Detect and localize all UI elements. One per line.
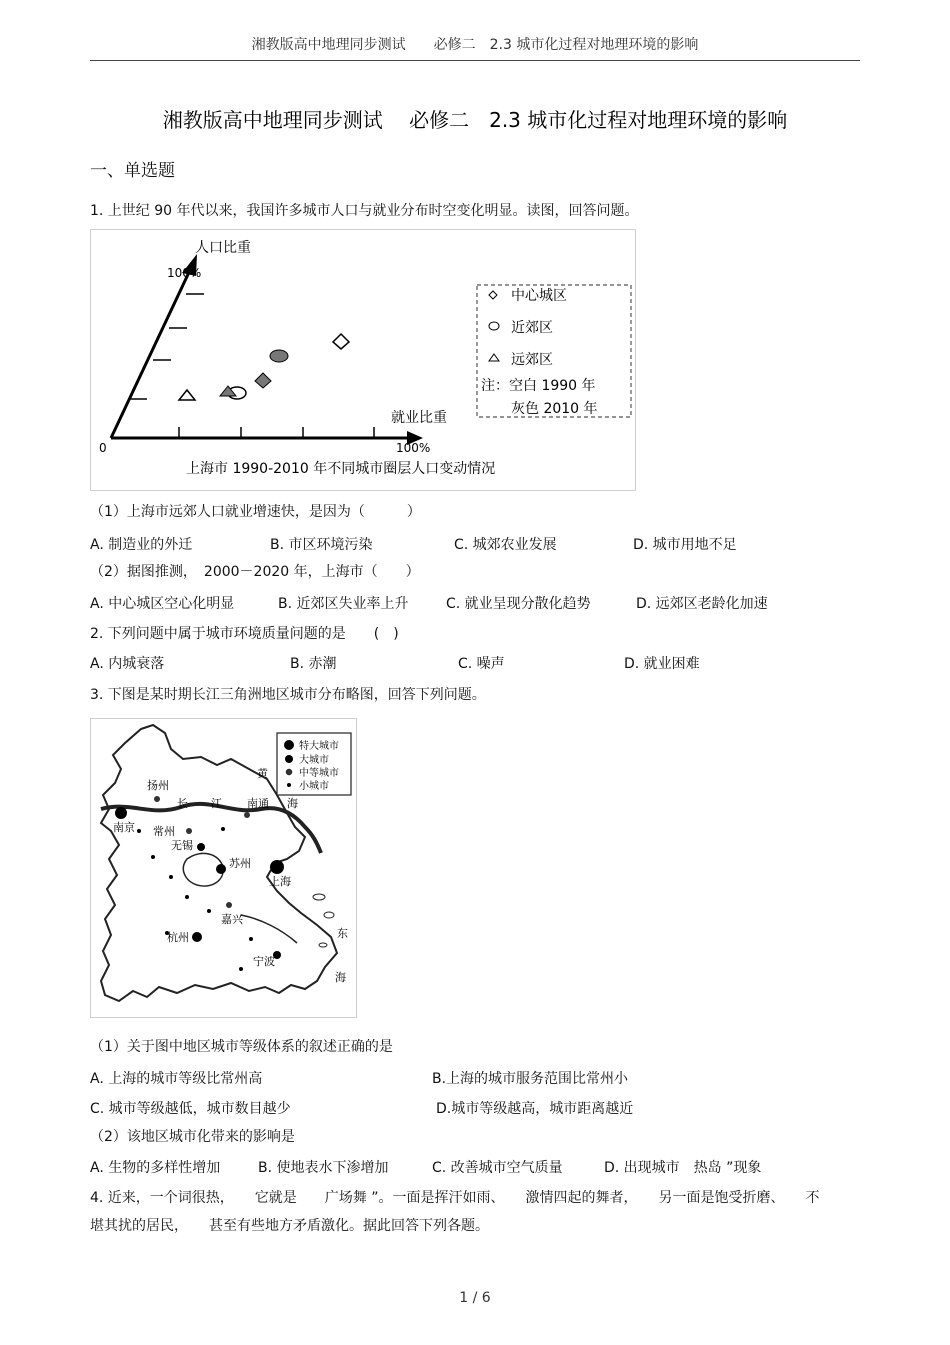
- legend-large-city: 大城市: [299, 755, 329, 766]
- label-jiaxing: 嘉兴: [221, 913, 243, 926]
- small-city-dot: [207, 909, 211, 913]
- medium-city-symbol: [286, 769, 292, 775]
- label-wuxi: 无锡: [171, 839, 193, 852]
- yangtze-delta-map: [91, 719, 356, 1017]
- label-nantong: 南通: [247, 797, 269, 810]
- question-3-stem: 3. 下图是某时期长江三角洲地区城市分布略图，回答下列问题。: [90, 687, 486, 703]
- q3-sub2-option-b: B. 使地表水下渗增加: [258, 1160, 389, 1176]
- wuxi-dot: [197, 843, 205, 851]
- legend-medium-city: 中等城市: [299, 768, 339, 779]
- q2-option-a: A. 内城衰落: [90, 656, 165, 672]
- x-axis-label: 就业比重: [391, 410, 447, 426]
- small-city-dot: [151, 855, 155, 859]
- legend-megacity: 特大城市: [299, 741, 339, 752]
- nanjing-dot: [115, 807, 127, 819]
- y-axis: [111, 268, 191, 438]
- q1-sub1-stem: （1）上海市远郊人口就业增速快，是因为（ ）: [90, 504, 421, 520]
- question-4-line-1: 4. 近来，一个词很热， 它就是 广场舞 ”。一面是挥汗如雨、 激情四起的舞者， 另一面是饱受折磨、 不: [90, 1190, 820, 1206]
- population-chart-figure: [90, 229, 636, 491]
- x-max-label: 100%: [396, 441, 431, 455]
- small-city-dot: [249, 937, 253, 941]
- label-hangzhou: 杭州: [167, 931, 189, 944]
- document-title: 湘教版高中地理同步测试 必修二 2.3 城市化过程对地理环境的影响: [162, 108, 788, 132]
- small-city-dot: [137, 829, 141, 833]
- label-changzhou: 常州: [153, 825, 175, 838]
- q3-sub2-stem: （2）该地区城市化带来的影响是: [90, 1129, 295, 1145]
- label-hai-1: 海: [287, 797, 298, 810]
- q1-sub2-option-c: C. 就业呈现分散化趋势: [446, 596, 591, 612]
- large-city-symbol: [285, 755, 293, 763]
- small-city-symbol: [287, 783, 291, 787]
- legend-note-2010: 灰色 2010 年: [511, 401, 598, 417]
- label-nanjing: 南京: [113, 821, 135, 834]
- label-ningbo: 宁波: [253, 955, 275, 968]
- legend-small-city: 小城市: [299, 781, 329, 792]
- page-header: 湘教版高中地理同步测试 必修二 2.3 城市化过程对地理环境的影响: [251, 37, 699, 53]
- near-2010-marker: [270, 350, 288, 362]
- q1-sub2-stem: （2）据图推测， 2000－2020 年，上海市（ ）: [90, 564, 420, 580]
- label-hai-2: 海: [335, 971, 346, 984]
- header-divider: [90, 60, 860, 61]
- megacity-symbol: [284, 740, 294, 750]
- label-jiang: 江: [211, 797, 222, 810]
- q1-sub1-option-a: A. 制造业的外迁: [90, 537, 193, 553]
- q3-sub1-option-c: C. 城市等级越低，城市数目越少: [90, 1101, 291, 1117]
- question-4-line-2: 堪其扰的居民， 甚至有些地方矛盾激化。据此回答下列各题。: [90, 1218, 489, 1234]
- q3-sub2-option-d: D. 出现城市 热岛 ”现象: [604, 1160, 762, 1176]
- hangzhou-dot: [192, 932, 202, 942]
- q1-sub2-option-a: A. 中心城区空心化明显: [90, 596, 235, 612]
- center-1990-marker: [333, 334, 349, 349]
- q1-sub1-option-b: B. 市区环境污染: [270, 537, 373, 553]
- legend-center: 中心城区: [511, 288, 567, 304]
- small-city-dot: [239, 967, 243, 971]
- section-heading: 一、单选题: [90, 161, 175, 181]
- y-axis-label: 人口比重: [195, 240, 251, 256]
- label-chang: 长: [177, 797, 188, 810]
- label-huang: 黄: [257, 767, 268, 780]
- circle-icon: [489, 322, 499, 330]
- nantong-dot: [244, 812, 250, 818]
- q3-sub2-option-a: A. 生物的多样性增加: [90, 1160, 221, 1176]
- yangzhou-dot: [154, 796, 160, 802]
- jiaxing-dot: [226, 902, 232, 908]
- label-dong: 东: [337, 927, 348, 940]
- origin-label: 0: [99, 441, 107, 455]
- question-1-stem: 1. 上世纪 90 年代以来，我国许多城市人口与就业分布时空变化明显。读图，回答问题。: [90, 203, 639, 219]
- page-number: 1 / 6: [459, 1290, 491, 1306]
- small-city-dot: [185, 895, 189, 899]
- triangle-icon: [489, 354, 499, 361]
- changzhou-dot: [186, 828, 192, 834]
- suzhou-dot: [216, 864, 226, 874]
- q3-sub2-option-c: C. 改善城市空气质量: [432, 1160, 563, 1176]
- center-2010-marker: [255, 373, 271, 388]
- q1-sub1-option-d: D. 城市用地不足: [633, 537, 737, 553]
- q3-sub1-stem: （1）关于图中地区城市等级体系的叙述正确的是: [90, 1039, 393, 1055]
- legend-note-1990: 注：空白 1990 年: [481, 378, 596, 394]
- island: [319, 943, 327, 947]
- small-city-dot: [169, 875, 173, 879]
- q3-sub1-option-b: B.上海的城市服务范围比常州小: [432, 1071, 629, 1087]
- question-2-stem: 2. 下列问题中属于城市环境质量问题的是 ( ): [90, 626, 399, 642]
- population-chart: [91, 230, 635, 490]
- diamond-icon: [489, 291, 497, 299]
- yangtze-delta-map-figure: [90, 718, 357, 1018]
- far-1990-marker: [179, 390, 195, 400]
- q1-sub2-option-d: D. 远郊区老龄化加速: [636, 596, 768, 612]
- chart-caption: 上海市 1990-2010 年不同城市圈层人口变动情况: [186, 461, 496, 477]
- q2-option-c: C. 噪声: [458, 656, 505, 672]
- q2-option-b: B. 赤潮: [290, 656, 337, 672]
- island: [324, 912, 334, 918]
- shanghai-dot: [270, 860, 284, 874]
- q1-sub2-option-b: B. 近郊区失业率上升: [278, 596, 409, 612]
- q1-sub1-option-c: C. 城郊农业发展: [454, 537, 557, 553]
- label-shanghai: 上海: [269, 875, 291, 888]
- small-city-dot: [221, 827, 225, 831]
- legend-box: [477, 285, 631, 417]
- label-yangzhou: 扬州: [147, 779, 169, 792]
- q2-option-d: D. 就业困难: [624, 656, 700, 672]
- q3-sub1-option-a: A. 上海的城市等级比常州高: [90, 1071, 263, 1087]
- y-max-label: 100%: [167, 266, 202, 280]
- q3-sub1-option-d: D.城市等级越高，城市距离越近: [436, 1101, 634, 1117]
- island: [313, 894, 325, 900]
- legend-near: 近郊区: [511, 320, 553, 336]
- legend-far: 远郊区: [511, 352, 553, 368]
- label-suzhou: 苏州: [229, 857, 251, 870]
